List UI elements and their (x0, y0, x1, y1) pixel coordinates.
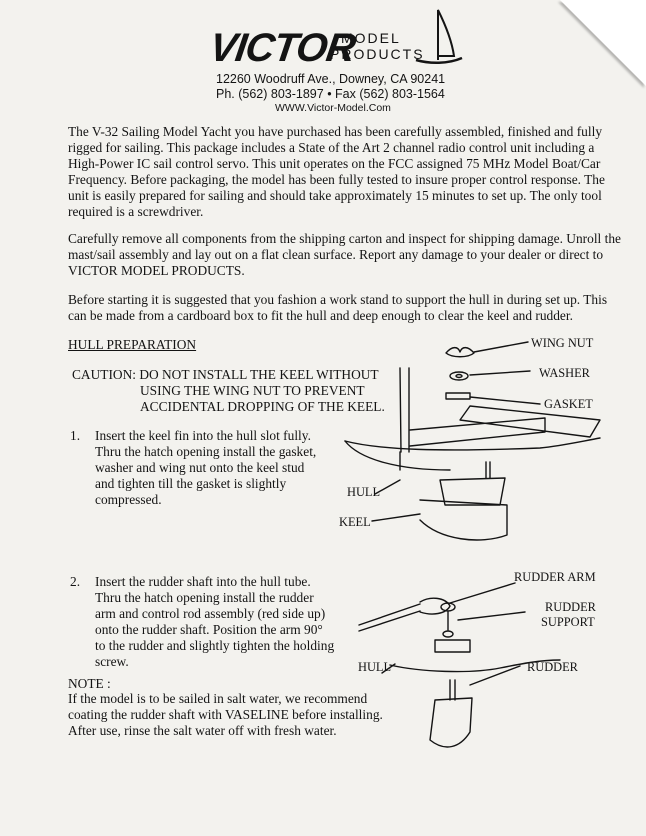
hull-label-keel-diagram: HULL (347, 485, 381, 499)
brand-products-text: PRODUCTS (330, 46, 425, 62)
step-1-line: washer and wing nut onto the keel stud (95, 460, 305, 475)
step-2-line: arm and control rod assembly (red side up) (95, 606, 326, 621)
unpack-line: VICTOR MODEL PRODUCTS. (68, 263, 245, 278)
intro-line: The V-32 Sailing Model Yacht you have purchased has been carefully assembled, finished and fully (68, 124, 603, 139)
note-line: After use, rinse the salt water off with fresh water. (68, 723, 337, 738)
step-1-line: and tighten till the gasket is slightly (95, 476, 287, 491)
step-1-line: Thru the hatch opening install the gasket, (95, 444, 317, 459)
step-2-number: 2. (70, 574, 81, 589)
company-phone-fax: Ph. (562) 803-1897 • Fax (562) 803-1564 (216, 87, 445, 101)
rudder-support-label-1: RUDDER (545, 600, 596, 614)
intro-line: rigged for sailing. This package includes a State of the Art 2 channel radio control unit including a (68, 140, 595, 155)
note-line: coating the rudder shaft with VASELINE before installing. (68, 707, 383, 722)
company-website: WWW.Victor-Model.Com (275, 102, 391, 114)
stand-line: can be made from a cardboard box to fit the hull and deep enough to clear the keel and rudder. (68, 308, 573, 323)
step-1-line: Insert the keel fin into the hull slot fully. (95, 428, 311, 443)
intro-line: required is a screwdriver. (68, 204, 204, 219)
step-2-line: onto the rudder shaft. Position the arm 90° (95, 622, 323, 637)
step-1-number: 1. (70, 428, 81, 443)
keel-label: KEEL (339, 515, 371, 529)
hull-preparation-heading: HULL PREPARATION (68, 337, 197, 352)
brand-model-text: MODEL (341, 30, 401, 46)
company-address: 12260 Woodruff Ave., Downey, CA 90241 (216, 72, 446, 86)
caution-line: USING THE WING NUT TO PREVENT (140, 383, 365, 398)
intro-line: Frequency. Before packaging, the model has been fully tested to insure proper control response. The (68, 172, 605, 187)
rudder-label: RUDDER (527, 660, 578, 674)
hull-label-rudder-diagram: HULL (358, 660, 392, 674)
intro-line: unit is easily prepared for sailing and should take approximately 15 minutes to set up. The only tool (68, 188, 602, 203)
step-1-line: compressed. (95, 492, 162, 507)
unpack-line: Carefully remove all components from the shipping carton and inspect for shipping damage. Unroll the (68, 231, 621, 246)
note-line: If the model is to be sailed in salt water, we recommend (68, 691, 368, 706)
rudder-arm-label: RUDDER ARM (514, 570, 596, 584)
step-2-line: screw. (95, 654, 129, 669)
intro-line: High-Power IC sail control servo. This unit operates on the FCC assigned 75 MHz Model Boat/Car (68, 156, 601, 171)
note-heading: NOTE : (68, 676, 111, 691)
unpack-line: mast/sail assembly and lay out on a flat clean surface. Report any damage to your dealer or direct to (68, 247, 604, 262)
rudder-support-label-2: SUPPORT (541, 615, 595, 629)
step-2-line: Insert the rudder shaft into the hull tube. (95, 574, 311, 589)
stand-line: Before starting it is suggested that you fashion a work stand to support the hull in during set up. This (68, 292, 608, 307)
step-2-line: Thru the hatch opening install the rudder (95, 590, 314, 605)
brand-logo-text: VICTOR (206, 26, 358, 70)
wing-nut-label: WING NUT (531, 336, 594, 350)
step-2-line: to the rudder and slightly tighten the holding (95, 638, 335, 653)
caution-line: ACCIDENTAL DROPPING OF THE KEEL. (140, 399, 385, 414)
washer-label: WASHER (539, 366, 590, 380)
caution-line: CAUTION: DO NOT INSTALL THE KEEL WITHOUT (72, 367, 379, 382)
gasket-label: GASKET (544, 397, 593, 411)
